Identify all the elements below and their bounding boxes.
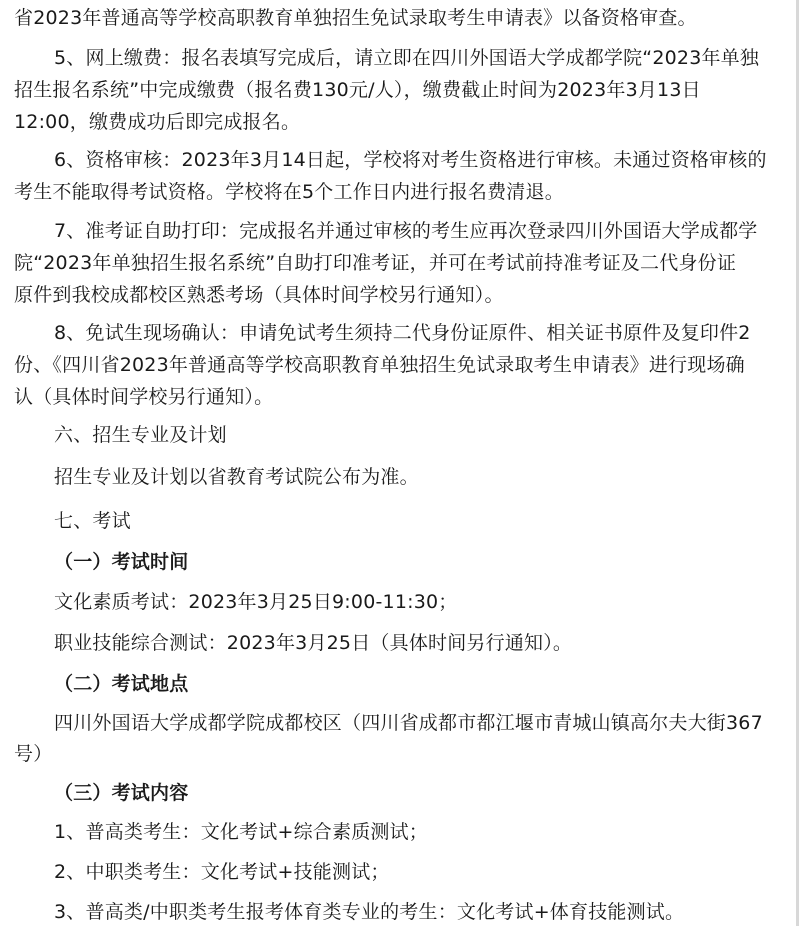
item8-line2: 份、《四川省2023年普通高等学校高职教育单独招生免试录取考生申请表》进行现场确 bbox=[14, 354, 745, 376]
item6-line2: 考生不能取得考试资格。学校将在5个工作日内进行报名费清退。 bbox=[14, 181, 564, 203]
section6-body: 招生专业及计划以省教育考试院公布为准。 bbox=[54, 466, 419, 488]
exam-time-line2: 职业技能综合测试：2023年3月25日（具体时间另行通知）。 bbox=[54, 632, 573, 654]
exam-time-line1: 文化素质考试：2023年3月25日9:00-11:30； bbox=[54, 591, 458, 613]
exam-place-line2: 号） bbox=[14, 743, 53, 765]
intro-tail-text: 省2023年普通高等学校高职教育单独招生免试录取考生申请表》以备资格审查。 bbox=[14, 7, 697, 29]
item8-line1: 8、免试生现场确认：申请免试考生须持二代身份证原件、相关证书原件及复印件2 bbox=[54, 322, 751, 344]
section6-heading: 六、招生专业及计划 bbox=[54, 424, 227, 446]
item7-line3: 原件到我校成都校区熟悉考场（具体时间学校另行通知）。 bbox=[14, 284, 504, 306]
item7-line2: 院“2023年单独招生报名系统”自助打印准考证，并可在考试前持准考证及二代身份证 bbox=[14, 252, 737, 274]
exam-content-item1: 1、普高类考生：文化考试+综合素质测试； bbox=[54, 821, 429, 843]
exam-time-heading: （一）考试时间 bbox=[54, 551, 189, 573]
section7-heading: 七、考试 bbox=[54, 510, 131, 532]
exam-place-line1: 四川外国语大学成都学院成都校区（四川省成都市都江堰市青城山镇高尔夫大街367 bbox=[54, 712, 763, 734]
item5-line3: 12:00，缴费成功后即完成报名。 bbox=[14, 111, 301, 133]
item8-line3: 认（具体时间学校另行通知）。 bbox=[14, 386, 274, 408]
item5-line1: 5、网上缴费：报名表填写完成后，请立即在四川外国语大学成都学院“2023年单独 bbox=[54, 47, 760, 69]
exam-content-item3: 3、普高类/中职类考生报考体育类专业的考生：文化考试+体育技能测试。 bbox=[54, 901, 685, 923]
exam-place-heading: （二）考试地点 bbox=[54, 673, 189, 695]
exam-content-item2: 2、中职类考生：文化考试+技能测试； bbox=[54, 861, 390, 883]
item5-line2: 招生报名系统”中完成缴费（报名费130元/人），缴费截止时间为2023年3月13日 bbox=[14, 79, 701, 101]
item7-line1: 7、准考证自助打印：完成报名并通过审核的考生应再次登录四川外国语大学成都学 bbox=[54, 220, 758, 242]
item6-line1: 6、资格审核：2023年3月14日起，学校将对考生资格进行审核。未通过资格审核的 bbox=[54, 149, 767, 171]
exam-content-heading: （三）考试内容 bbox=[54, 782, 189, 804]
